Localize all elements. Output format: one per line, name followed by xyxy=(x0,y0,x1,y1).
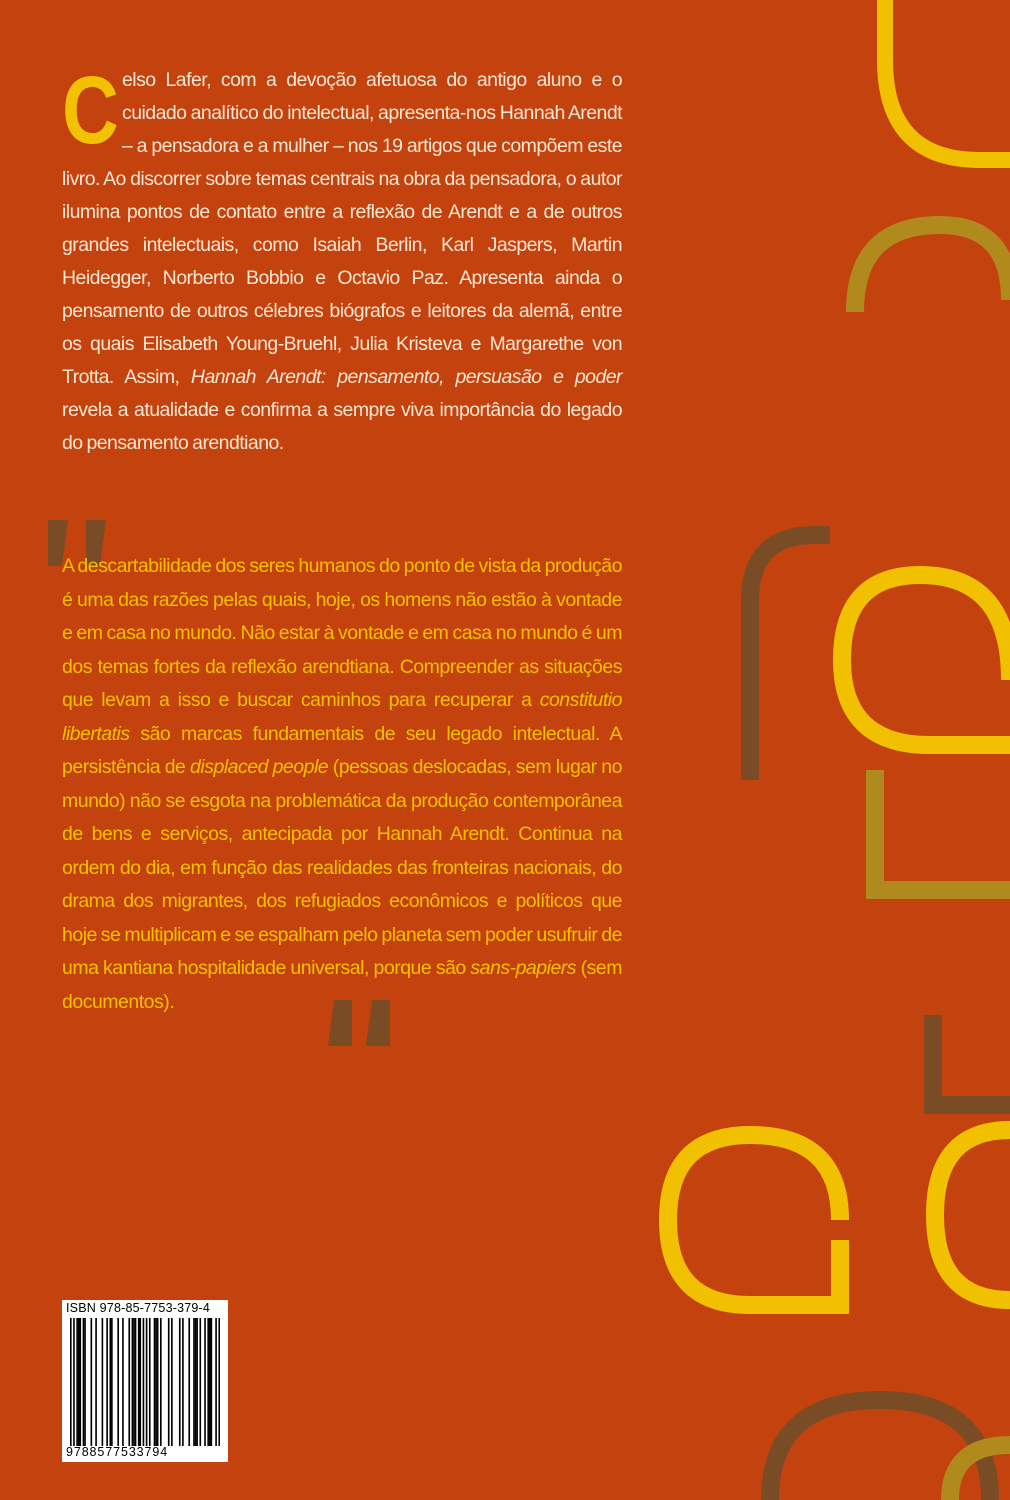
barcode-bar xyxy=(73,1318,75,1446)
deco-l-brown xyxy=(933,1015,1010,1105)
barcode-bar xyxy=(157,1318,159,1446)
barcode-bar xyxy=(193,1318,195,1446)
barcode-bar xyxy=(188,1318,190,1446)
isbn-label: ISBN 978-85-7753-379-4 xyxy=(66,1301,211,1315)
quote-text-part-1: A descartabilidade dos seres humanos do ponto de vista da produção é uma das razões pelas quais, hoje, os homens não estão à vontade e em casa no mundo. Não estar à vontade e em casa no mundo é um dos temas fortes da reflexão arendtiana. Compreender as situações que levam a isso e buscar caminhos para recuperar a xyxy=(62,555,622,711)
barcode-bar xyxy=(79,1318,81,1446)
barcode-bar xyxy=(70,1318,72,1446)
barcode-bar xyxy=(135,1318,137,1446)
book-title-italic: Hannah Arendt: pensamento, persuasão e poder xyxy=(190,366,622,388)
barcode-bar xyxy=(149,1318,151,1446)
deco-c-yellow-right xyxy=(935,1130,1010,1300)
isbn-barcode xyxy=(62,1300,228,1462)
quote-paragraph xyxy=(62,550,622,1019)
barcode-bar xyxy=(83,1318,85,1446)
barcode-bar xyxy=(143,1318,145,1446)
barcode-bar xyxy=(84,1318,86,1446)
barcode-bar xyxy=(209,1318,211,1446)
deco-arc-olive xyxy=(855,225,1010,312)
drop-cap: C xyxy=(62,57,119,164)
barcode-bar xyxy=(133,1318,135,1446)
barcode-bar xyxy=(171,1318,173,1446)
barcode-bar xyxy=(207,1318,209,1446)
barcode-bar xyxy=(195,1318,197,1446)
barcode-bar xyxy=(204,1318,206,1446)
barcode-bar xyxy=(78,1318,80,1446)
barcode-bar xyxy=(109,1318,111,1446)
deco-circle-yellow xyxy=(668,1135,840,1305)
barcode-bar xyxy=(128,1318,130,1446)
barcode-bar xyxy=(91,1318,93,1446)
barcode-bar xyxy=(168,1318,170,1446)
barcode-bar xyxy=(179,1318,181,1446)
barcode-bar xyxy=(160,1318,162,1446)
barcode-bar xyxy=(182,1318,184,1446)
quote-italic-3: sans-papiers xyxy=(470,957,577,979)
barcode-bar xyxy=(199,1318,201,1446)
deco-l-olive xyxy=(875,770,1010,890)
ean-digits: 9788577533794 xyxy=(66,1445,169,1459)
quote-text-part-3: (pessoas deslocadas, sem lugar no mundo) não se esgota na problemática da produção contemporânea de bens e serviços, antecipada por Hannah Arendt. Continua na ordem do dia, em função das realidades das fronteiras nacionais, do drama dos migrantes, dos refugiados econômicos e políticos que hoje se multiplicam e se espalham pelo planeta sem poder usufruir de uma kantiana hospitalidade universal, porque são xyxy=(62,756,622,979)
deco-r-brown xyxy=(750,535,830,780)
barcode-bar xyxy=(139,1318,141,1446)
barcode-bar xyxy=(117,1318,119,1446)
barcode-bar xyxy=(154,1318,156,1446)
barcode-bars xyxy=(70,1318,220,1446)
barcode-bar xyxy=(155,1318,157,1446)
intro-text-part-2: revela a atualidade e confirma a sempre viva importância do legado do pensamento arendtiano. xyxy=(62,399,622,454)
barcode-bar xyxy=(76,1318,78,1446)
barcode-bar xyxy=(218,1318,220,1446)
intro-paragraph xyxy=(62,57,622,460)
barcode-bar xyxy=(132,1318,134,1446)
barcode-bar xyxy=(95,1318,97,1446)
quote-text-part-4: (sem documentos). xyxy=(62,957,622,1013)
quote-italic-1: constitutio libertatis xyxy=(62,689,622,745)
deco-g-yellow xyxy=(842,575,1010,745)
barcode-bar xyxy=(111,1318,113,1446)
deco-curve-top-yellow xyxy=(885,0,1010,160)
barcode-bar xyxy=(122,1318,124,1446)
intro-text-part-1: elso Lafer, com a devoção afetuosa do antigo aluno e o cuidado analítico do intelectual, apresenta-nos Hannah Arendt – a pensadora e a mulher – nos 19 artigos que compõem este livro. Ao discorrer sobre temas centrais na obra da pensadora, o autor ilumina pontos de contato entre a reflexão de Arendt e a de outros grandes intelectuais, como Isaiah Berlin, Karl Jaspers, Martin Heidegger, Norberto Bobbio e Octavio Paz. Apresenta ainda o pensamento de outros célebres biógrafos e leitores da alemã, entre os quais Elisabeth Young-Bruehl, Julia Kristeva e Margarethe von Trotta. Assim, xyxy=(62,69,622,388)
barcode-bar xyxy=(211,1318,213,1446)
quote-italic-2: displaced people xyxy=(190,756,329,778)
barcode-bar xyxy=(196,1318,198,1446)
barcode-bar xyxy=(215,1318,217,1446)
barcode-bar xyxy=(146,1318,148,1446)
barcode-bar xyxy=(106,1318,108,1446)
barcode-bar xyxy=(138,1318,140,1446)
barcode-bar xyxy=(102,1318,104,1446)
quote-text-part-2: são marcas fundamentais de seu legado intelectual. A persistência de xyxy=(62,722,622,778)
